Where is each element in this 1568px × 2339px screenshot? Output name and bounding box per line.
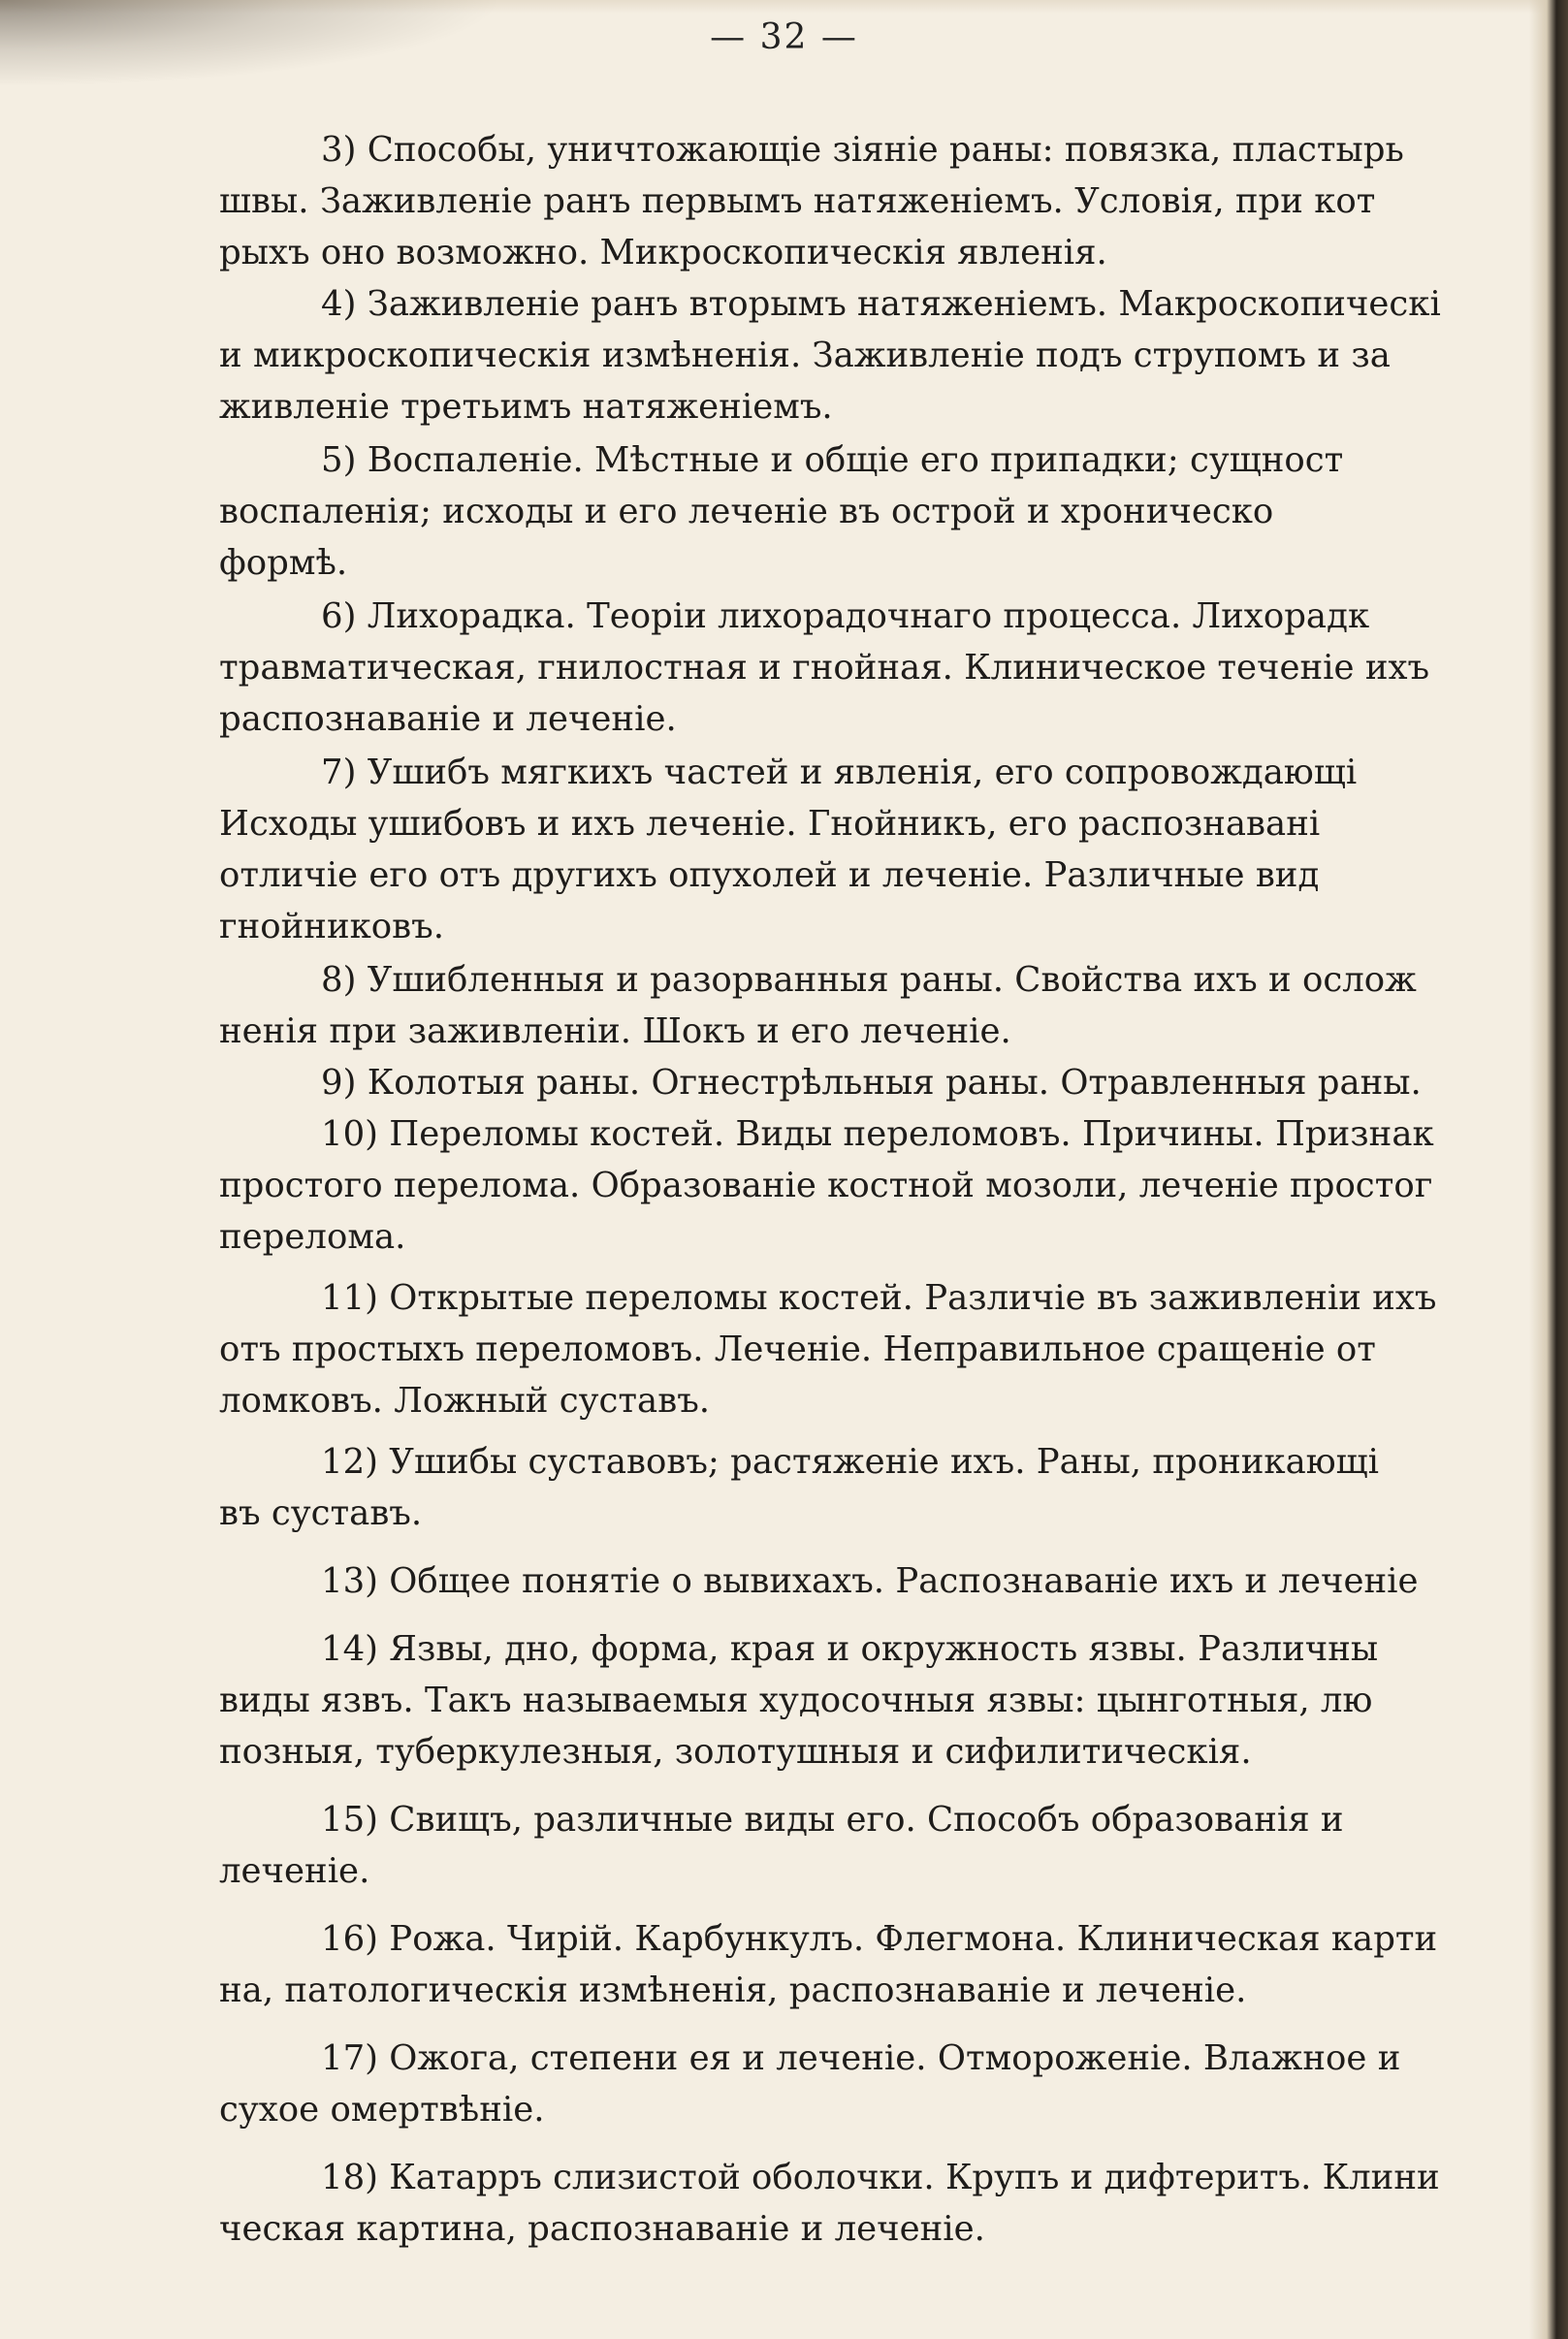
paragraph-17 — [219, 2033, 1557, 2135]
text-line: распознаваніе и леченіе. — [219, 699, 677, 739]
paragraph-10 — [219, 1108, 1557, 1263]
paragraph-15 — [219, 1794, 1557, 1897]
text-line: 13) Общее понятіе о вывихахъ. Распознаваніе ихъ и леченіе — [321, 1561, 1419, 1601]
text-line: леченіе. — [219, 1851, 370, 1891]
document-body — [219, 124, 1557, 2255]
text-line: 4) Заживленіе ранъ вторымъ натяженіемъ. Макроскопическі — [321, 284, 1441, 324]
text-line: Исходы ушибовъ и ихъ леченіе. Гнойникъ, его распознавані — [219, 804, 1321, 844]
text-line: и микроскопическія измѣненія. Заживленіе подъ струпомъ и за — [219, 336, 1391, 375]
text-line: формѣ. — [219, 543, 348, 583]
text-line: швы. Заживленіе ранъ первымъ натяженіемъ. Условія, при кот — [219, 181, 1376, 221]
text-line: 6) Лихорадка. Теоріи лихорадочнаго процесса. Лихорадк — [321, 596, 1370, 636]
paragraph-8 — [219, 954, 1557, 1057]
text-line: 15) Свищъ, различные виды его. Способъ образованія и — [321, 1800, 1344, 1840]
text-line: 12) Ушибы суставовъ; растяженіе ихъ. Раны, проникающі — [321, 1442, 1380, 1482]
paragraph-14 — [219, 1623, 1557, 1778]
text-line: ческая картина, распознаваніе и леченіе. — [219, 2209, 985, 2249]
text-line: 14) Язвы, дно, форма, края и окружность язвы. Различны — [321, 1629, 1379, 1669]
text-line: ненія при заживленіи. Шокъ и его леченіе. — [219, 1011, 1011, 1051]
paragraph-18 — [219, 2152, 1557, 2255]
text-line: 16) Рожа. Чирій. Карбункулъ. Флегмона. Клиническая карти — [321, 1919, 1438, 1959]
text-line: 8) Ушибленныя и разорванныя раны. Свойства ихъ и ослож — [321, 960, 1417, 1000]
text-line: 5) Воспаленіе. Мѣстные и общіе его припадки; сущност — [321, 440, 1344, 480]
text-line: отличіе его отъ другихъ опухолей и леченіе. Различные вид — [219, 855, 1320, 895]
paragraph-13 — [219, 1555, 1557, 1607]
paragraph-5 — [219, 434, 1557, 589]
text-line: травматическая, гнилостная и гнойная. Клиническое теченіе ихъ — [219, 648, 1430, 688]
text-line: 18) Катарръ слизистой оболочки. Крупъ и дифтеритъ. Клини — [321, 2158, 1440, 2197]
text-line: рыхъ оно возможно. Микроскопическія явленія. — [219, 233, 1107, 272]
page-number: — 32 — — [710, 17, 858, 57]
text-line: простого перелома. Образованіе костной мозоли, леченіе простог — [219, 1166, 1433, 1205]
text-line: воспаленія; исходы и его леченіе въ острой и хроническо — [219, 492, 1274, 531]
text-line: 10) Переломы костей. Виды переломовъ. Причины. Признак — [321, 1114, 1434, 1154]
paragraph-4 — [219, 278, 1557, 433]
text-line: 7) Ушибъ мягкихъ частей и явленія, его сопровождающі — [321, 753, 1358, 792]
text-line: 9) Колотыя раны. Огнестрѣльныя раны. Отравленныя раны. — [321, 1063, 1422, 1103]
paragraph-7 — [219, 747, 1557, 952]
paragraph-12 — [219, 1436, 1557, 1539]
paragraph-3 — [219, 124, 1557, 278]
text-line: 11) Открытые переломы костей. Различіе въ заживленіи ихъ — [321, 1278, 1437, 1318]
text-line: 3) Способы, уничтожающіе зіяніе раны: повязка, пластырь — [321, 130, 1404, 170]
paragraph-6 — [219, 591, 1557, 745]
text-line: сухое омертвѣніе. — [219, 2090, 545, 2130]
text-line: ломковъ. Ложный суставъ. — [219, 1381, 711, 1421]
text-line: отъ простыхъ переломовъ. Леченіе. Неправильное сращеніе от — [219, 1330, 1376, 1369]
text-line: на, патологическія измѣненія, распознаваніе и леченіе. — [219, 1971, 1247, 2010]
text-line: позныя, туберкулезныя, золотушныя и сифилитическія. — [219, 1732, 1252, 1772]
paragraph-16 — [219, 1913, 1557, 2016]
text-line: виды язвъ. Такъ называемыя худосочныя язвы: цынготныя, лю — [219, 1681, 1373, 1720]
paragraph-9 — [219, 1057, 1557, 1108]
text-line: въ суставъ. — [219, 1493, 423, 1533]
text-line: 17) Ожога, степени ея и леченіе. Отмороженіе. Влажное и — [321, 2038, 1401, 2078]
text-line: перелома. — [219, 1217, 406, 1257]
text-line: гнойниковъ. — [219, 907, 445, 946]
text-line: живленіе третьимъ натяженіемъ. — [219, 387, 833, 427]
paragraph-11 — [219, 1272, 1557, 1426]
